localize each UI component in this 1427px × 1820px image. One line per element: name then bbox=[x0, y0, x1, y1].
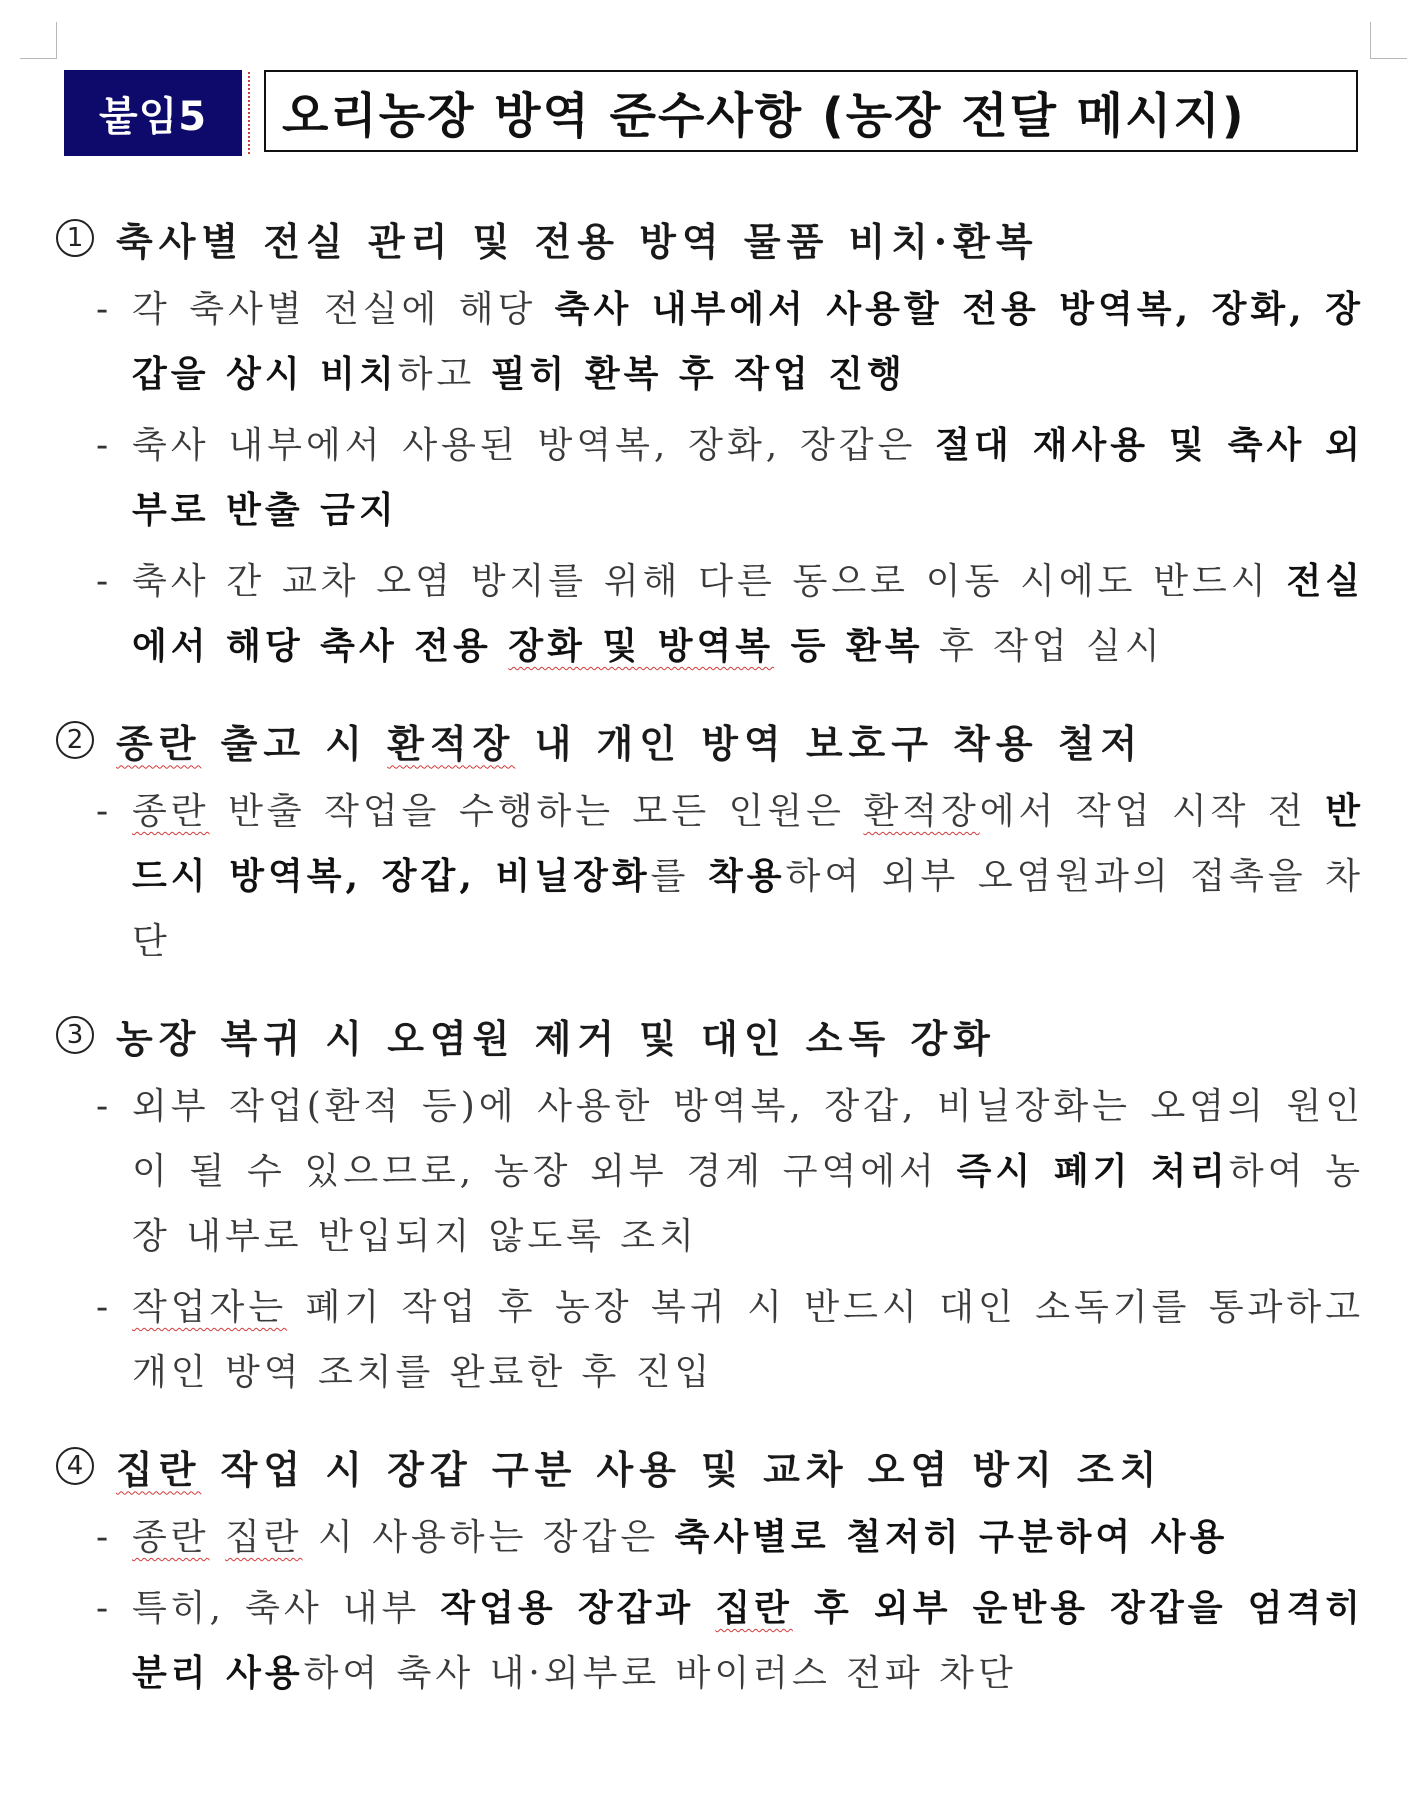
text-run: 에서 작업 시작 전 bbox=[979, 791, 1326, 832]
section-heading-text: 농장 복귀 시 오염원 제거 및 대인 소독 강화 bbox=[116, 1015, 996, 1061]
text-run: 하여 외부 오염원과의 접촉을 차단 bbox=[132, 856, 1364, 962]
text-run: 집란 bbox=[225, 1517, 303, 1558]
text-run: 출고 시 bbox=[201, 720, 388, 766]
text-run: 축사 내부에서 사용된 방역복, 장화, 장갑은 bbox=[132, 425, 936, 466]
list-item bbox=[56, 1074, 1364, 1269]
text-run: 종란 bbox=[116, 720, 202, 766]
section-2 bbox=[56, 707, 1364, 974]
bold-text-run: 절대 재사용 및 축사 외부로 반출 금지 bbox=[132, 424, 1364, 531]
list-item bbox=[56, 1275, 1364, 1405]
section-1 bbox=[56, 205, 1364, 679]
section-heading-text: 축사별 전실 관리 및 전용 방역 물품 비치·환복 bbox=[116, 218, 1039, 264]
section-heading bbox=[56, 205, 1364, 271]
bold-text-run: 장화 및 방역복 bbox=[508, 625, 775, 667]
dash-bullet-icon: - bbox=[96, 791, 113, 832]
bold-text-run: 반드시 방역복, 장갑, 비닐장화 bbox=[132, 790, 1364, 897]
section-number-icon: 2 bbox=[56, 721, 94, 759]
list-item bbox=[56, 1576, 1364, 1706]
text-run: 집란 bbox=[116, 1446, 202, 1492]
bold-text-run: 필히 환복 후 작업 진행 bbox=[490, 353, 906, 395]
bold-text-run: 착용 bbox=[708, 855, 786, 897]
dash-bullet-icon: - bbox=[96, 425, 113, 466]
text-run: 하여 축사 내·외부로 바이러스 전파 차단 bbox=[303, 1653, 1017, 1694]
attachment-badge: 붙임5 bbox=[64, 70, 242, 156]
list-item bbox=[56, 277, 1364, 407]
text-run: 내 개인 방역 보호구 착용 철저 bbox=[515, 720, 1144, 766]
section-heading bbox=[56, 1433, 1364, 1499]
section-number-icon: 3 bbox=[56, 1016, 94, 1054]
text-run: 외부 작업(환적 등)에 사용한 방역복, 장갑, 비닐장화는 오염의 원인이 될 수 있으므로, 농장 외부 경계 구역에서 bbox=[132, 1086, 1364, 1192]
section-number-icon: 4 bbox=[56, 1447, 94, 1485]
text-run: 시 사용하는 장갑은 bbox=[302, 1517, 675, 1558]
text-run: 하고 bbox=[397, 354, 491, 395]
text-run: 특히, 축사 내부 bbox=[132, 1588, 441, 1629]
text-run: 종란 bbox=[132, 1517, 210, 1558]
text-run: 각 축사별 전실에 해당 bbox=[132, 289, 555, 330]
bold-text-run: 등 환복 bbox=[774, 625, 924, 667]
header-divider bbox=[248, 72, 250, 154]
text-run: 환적장 bbox=[863, 791, 980, 832]
dash-bullet-icon: - bbox=[96, 1517, 113, 1558]
section-heading bbox=[56, 1002, 1364, 1068]
document-header bbox=[64, 70, 1362, 156]
text-run: 축사 간 교차 오염 방지를 위해 다른 동으로 이동 시에도 반드시 bbox=[132, 561, 1287, 602]
text-run: 종란 bbox=[132, 791, 210, 832]
dash-bullet-icon: - bbox=[96, 289, 113, 330]
page-corner-mark-right bbox=[1370, 22, 1407, 59]
bold-text-run: 전실에서 해당 축사 전용 bbox=[132, 560, 1364, 667]
text-run: 환적장 bbox=[387, 720, 516, 766]
text-run: 작업 시 장갑 구분 사용 및 교차 오염 방지 조치 bbox=[201, 1446, 1163, 1492]
page-corner-mark-left bbox=[20, 22, 57, 59]
section-4 bbox=[56, 1433, 1364, 1706]
bold-text-run: 작업용 장갑과 bbox=[440, 1587, 716, 1629]
bold-text-run: 집란 bbox=[715, 1587, 793, 1629]
text-run bbox=[210, 1517, 225, 1558]
bold-text-run: 후 외부 운반용 장갑을 엄격히 분리 사용 bbox=[132, 1587, 1364, 1694]
list-item bbox=[56, 779, 1364, 974]
text-run: 폐기 작업 후 농장 복귀 시 반드시 대인 소독기를 통과하고 개인 방역 조치를 완료한 후 진입 bbox=[132, 1287, 1364, 1393]
list-item bbox=[56, 549, 1364, 679]
section-3 bbox=[56, 1002, 1364, 1405]
list-item bbox=[56, 413, 1364, 543]
bold-text-run: 즉시 폐기 처리 bbox=[956, 1150, 1229, 1192]
dash-bullet-icon: - bbox=[96, 561, 113, 602]
section-heading-text bbox=[116, 713, 1143, 768]
section-heading-text bbox=[116, 1439, 1162, 1494]
section-number-icon: 1 bbox=[56, 219, 94, 257]
dash-bullet-icon: - bbox=[96, 1588, 113, 1629]
dash-bullet-icon: - bbox=[96, 1086, 113, 1127]
text-run: 반출 작업을 수행하는 모든 인원은 bbox=[209, 791, 864, 832]
list-item bbox=[56, 1505, 1364, 1570]
section-heading bbox=[56, 707, 1364, 773]
dash-bullet-icon: - bbox=[96, 1287, 113, 1328]
text-run: 작업자는 bbox=[132, 1287, 288, 1328]
text-run: 후 작업 실시 bbox=[923, 626, 1164, 667]
text-run: 하여 농장 내부로 반입되지 않도록 조치 bbox=[132, 1151, 1364, 1257]
bold-text-run: 축사 내부에서 사용할 전용 방역복, 장화, 장갑을 상시 비치 bbox=[132, 288, 1364, 395]
bold-text-run: 축사별로 철저히 구분하여 사용 bbox=[674, 1516, 1229, 1558]
text-run: 를 bbox=[650, 856, 708, 897]
document-body bbox=[56, 205, 1364, 1734]
document-title: 오리농장 방역 준수사항 (농장 전달 메시지) bbox=[264, 70, 1358, 152]
